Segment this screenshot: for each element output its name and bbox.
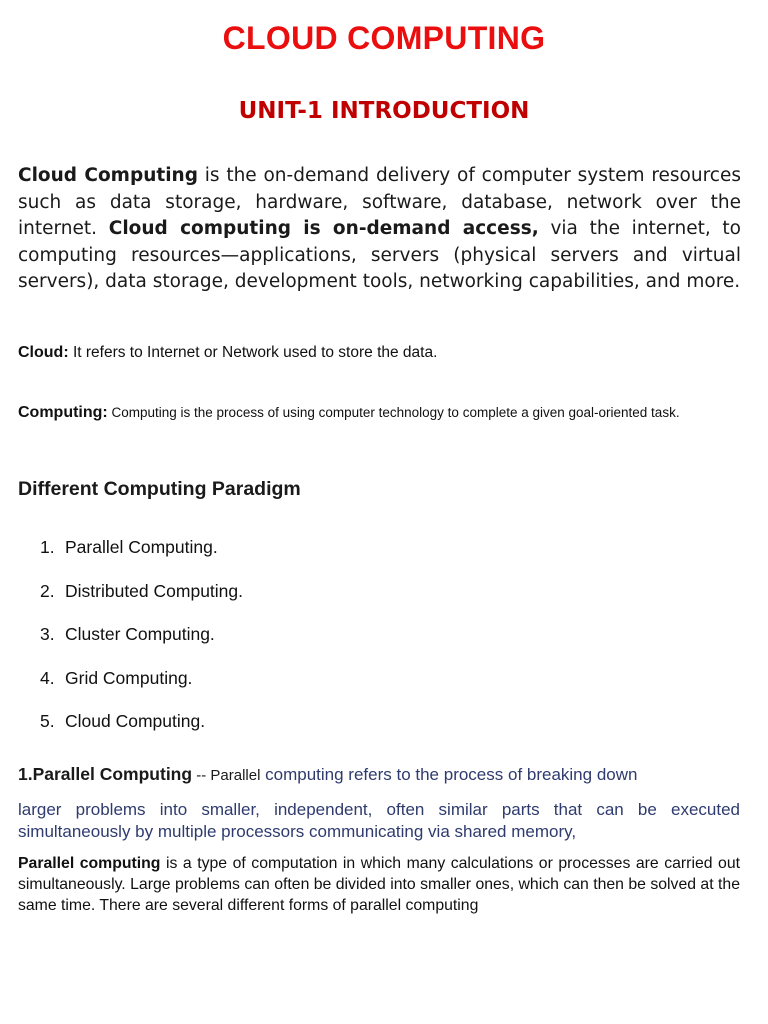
cloud-text: It refers to Internet or Network used to store the data. bbox=[68, 344, 438, 361]
section-heading: Different Computing Paradigm bbox=[18, 478, 301, 500]
list-item: 3. Cluster Computing. bbox=[40, 624, 215, 645]
list-item: 1. Parallel Computing. bbox=[40, 537, 218, 557]
cloud-definition bbox=[18, 344, 738, 362]
parallel-dash: -- Parallel bbox=[192, 767, 261, 784]
computing-definition bbox=[18, 394, 738, 431]
list-item: 4. Grid Computing. bbox=[40, 667, 193, 688]
parallel-description: larger problems into smaller, independent, often similar parts that can be executed simultaneously by multiple processors communicating via shared memory, bbox=[18, 800, 740, 841]
intro-text-1: is the on-demand delivery of computer system resources such as data storage, hardware, software, database, network over the internet. bbox=[18, 165, 741, 240]
list-item: 5. Cloud Computing. bbox=[40, 711, 206, 732]
parallel-computing-section bbox=[18, 761, 740, 843]
parallel-term: Parallel computing bbox=[18, 855, 161, 872]
paradigm-list bbox=[40, 535, 243, 753]
intro-paragraph bbox=[18, 163, 741, 296]
computing-term: Computing: bbox=[18, 404, 108, 421]
cloud-term: Cloud: bbox=[18, 344, 69, 361]
parallel-line1-text: computing refers to the process of breaking down bbox=[260, 765, 638, 784]
intro-term: Cloud Computing bbox=[18, 165, 198, 186]
computing-text: Computing is the process of using computer technology to complete a given goal-oriented task. bbox=[107, 405, 680, 420]
parallel-heading: 1.Parallel Computing bbox=[18, 764, 193, 784]
parallel-first-line bbox=[18, 761, 740, 789]
parallel-text: is a type of computation in which many calculations or processes are carried out simultaneously. Large problems can often be divided into smaller ones, which can then be solved at the same time. There are several different forms of parallel computing bbox=[18, 855, 741, 914]
parallel-paragraph bbox=[18, 853, 740, 916]
intro-text-2: via the internet, to computing resources—applications, servers (physical servers and virtual servers), data storage, development tools, networking capabilities, and more. bbox=[18, 218, 741, 293]
intro-bold-phrase: Cloud computing is on-demand access, bbox=[108, 218, 539, 240]
unit-heading: UNIT-1 INTRODUCTION bbox=[238, 98, 530, 124]
document-title: CLOUD COMPUTING bbox=[222, 20, 546, 56]
list-item: 2. Distributed Computing. bbox=[40, 580, 243, 601]
